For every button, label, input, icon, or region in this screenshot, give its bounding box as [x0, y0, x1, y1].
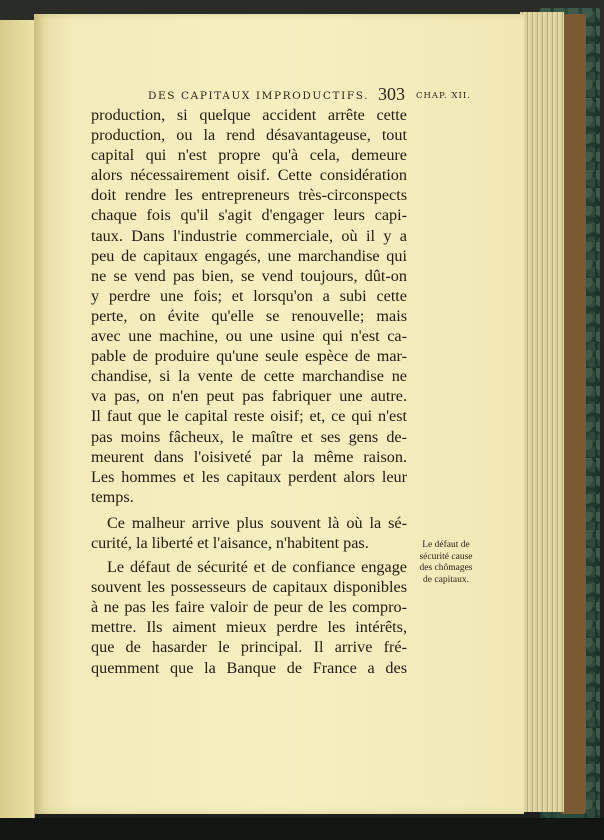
- running-head: DES CAPITAUX IMPRODUCTIFS.: [148, 90, 370, 102]
- text-line: capital qui n'est propre qu'à cela, demeure: [91, 146, 407, 165]
- page-edges: [520, 12, 564, 812]
- paragraph-line: à ne pas les faire valoir de peur de les compro-: [91, 598, 407, 617]
- page-number: 303: [378, 84, 405, 104]
- margin-note-line: sécurité cause: [419, 551, 473, 562]
- text-line: peu de capitaux engagés, une marchandise qui: [91, 246, 407, 265]
- chapter-marker: CHAP. XII.: [416, 91, 471, 101]
- text-line: production, ou la rend désavantageuse, tout: [91, 126, 407, 145]
- text-line: Il faut que le capital reste oisif; et, ce qui n'est: [91, 407, 407, 426]
- text-line: temps.: [91, 487, 134, 506]
- paragraph-line: Ce malheur arrive plus souvent là où la sé-: [107, 513, 407, 532]
- text-line: perte, on évite qu'elle se renouvelle; mais: [91, 306, 407, 325]
- text-line: ne se vend pas bien, se vend toujours, dût-on: [91, 266, 407, 285]
- scan-bottom-edge: [0, 818, 604, 840]
- text-line: pas moins fâcheux, le maître et ses gens de-: [91, 427, 407, 446]
- paragraph-line: mettre. Ils aiment mieux perdre les intérêts,: [91, 618, 407, 637]
- text-line: y perdre une fois; et lorsqu'on a subi cette: [91, 286, 407, 305]
- paragraph-line: quemment que la Banque de France a des: [91, 658, 407, 677]
- text-line: meurent dans l'oisiveté par la même raison.: [91, 447, 407, 466]
- paragraph-line: curité, la liberté et l'aisance, n'habitent pas.: [91, 533, 369, 552]
- margin-note: [408, 540, 484, 586]
- text-line: taux. Dans l'industrie commerciale, où il y a: [91, 226, 407, 245]
- facing-page-edge: [0, 20, 35, 820]
- text-line: alors nécessairement oisif. Cette considération: [91, 166, 407, 185]
- text-line: doit rendre les entrepreneurs très-circonspects: [91, 186, 407, 205]
- margin-note-line: Le défaut de: [422, 540, 470, 550]
- text-line: production, si quelque accident arrête cette: [91, 106, 407, 124]
- text-line: pable de produire qu'une seule espèce de mar-: [91, 347, 407, 366]
- paragraph-line: Le défaut de sécurité et de confiance engage: [107, 558, 407, 577]
- text-line: chaque fois qu'il s'agit d'engager leurs capi-: [91, 206, 407, 225]
- text-line: chandise, si la vente de cette marchandise ne: [91, 367, 407, 386]
- paragraph-line: souvent les possesseurs de capitaux disponibles: [91, 578, 407, 597]
- body-text: [91, 105, 407, 678]
- paragraph-line: que de hasarder le principal. Il arrive fré-: [91, 638, 407, 657]
- text-line: Les hommes et les capitaux perdent alors leur: [91, 467, 407, 486]
- page-header: [148, 86, 408, 106]
- margin-note-line: des chômages: [419, 563, 473, 573]
- text-line: va pas, on n'en peut pas fabriquer une autre.: [91, 387, 407, 406]
- text-line: avec une machine, ou une usine qui n'est ca-: [91, 327, 407, 346]
- margin-note-line: de capitaux.: [423, 574, 469, 585]
